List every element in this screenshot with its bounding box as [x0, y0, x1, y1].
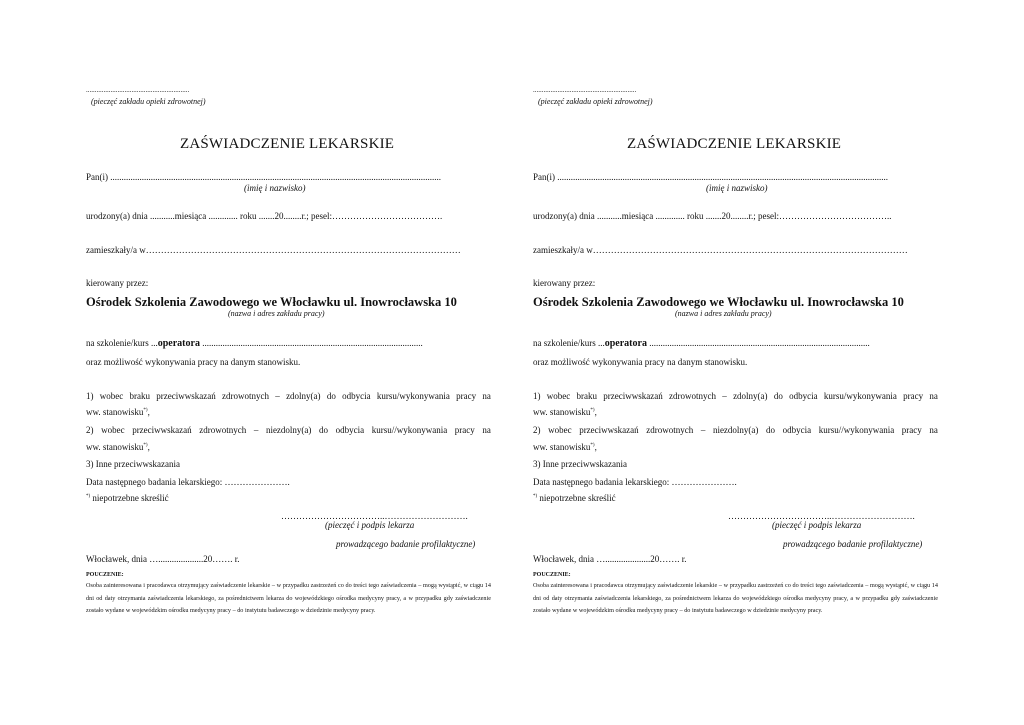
item-2-word: zdrowotnych [646, 425, 694, 435]
name-line: Pan(i) ................................................................................................................................................... [533, 172, 888, 182]
item-2-line [533, 425, 938, 435]
item-2-word: do [766, 425, 776, 435]
item-1-word: na [929, 391, 938, 401]
item-2-continuation: ww. stanowisku*), [86, 442, 150, 452]
stamp-label: (pieczęć zakładu opieki zdrowotnej) [91, 97, 206, 106]
course-dots: .................................................................................................. [199, 338, 423, 348]
item-2-word: wobec [101, 425, 125, 435]
next-exam-line: Data następnego badania lekarskiego: …………………. [533, 477, 737, 487]
possibility-line: oraz możliwość wykonywania pracy na danym stanowisku. [533, 357, 748, 367]
item-2-word: 2) [86, 425, 94, 435]
name-label: (imię i nazwisko) [244, 183, 306, 193]
item-1-word: – [722, 391, 727, 401]
item-1-word: braku [576, 391, 598, 401]
course-dots: .................................................................................................. [646, 338, 870, 348]
signature-dots: ……………………………..………………………. [728, 511, 915, 521]
address-line: zamieszkały/a w…………………………………………………………………………………………… [86, 245, 461, 255]
notice-text: Osoba zainteresowana i pracodawca otrzymujący zaświadczenie lekarskie – w przypadku zastrzeżeń co do treści tego zaświadczenia – mogą wystąpić, w ciągu 14 dni od daty otrzymania zaświadczenia lekarskiego, za pośrednictwem lekarza do wojewódzkiego ośrodka medycyny pracy, a w przypadku gdy zaświadczenie zostało wydane w wojewódzkim ośrodku medycyny pracy – do instytutu badawczego w dziedzinie medycyny pracy. [533, 582, 938, 615]
organization-label: (nazwa i adres zakładu pracy) [228, 309, 325, 318]
item-2-word: przeciwwskazań [132, 425, 192, 435]
item-2-word: odbycia [335, 425, 365, 435]
footnote-mark: *) [143, 443, 148, 448]
course-prefix: na szkolenie/kurs ... [533, 338, 605, 348]
item-1-cont-text: ww. stanowisku [86, 407, 144, 417]
next-exam-line: Data następnego badania lekarskiego: …………………. [86, 477, 290, 487]
strike-note [86, 493, 169, 503]
item-2-word: zdrowotnych [199, 425, 247, 435]
certificate-title: ZAŚWIADCZENIE LEKARSKIE [627, 136, 842, 152]
item-1-word: wobec [99, 391, 124, 401]
item-1-word: odbycia [789, 391, 818, 401]
possibility-line: oraz możliwość wykonywania pracy na danym stanowisku. [86, 357, 301, 367]
signature-dots: ……………………………..………………………. [281, 511, 468, 521]
stamp-dots: ........................................................... [86, 86, 190, 94]
item-1-word: zdolny(a) [286, 391, 321, 401]
strike-note-text: niepotrzebne skreślić [92, 493, 169, 503]
item-2-word: na [482, 425, 491, 435]
stamp-dots: ........................................................... [533, 86, 637, 94]
item-2-word: pracy [454, 425, 475, 435]
signature-label-1: (pieczęć i podpis lekarza [772, 520, 862, 530]
signature-label-2: prowadzącego badanie profilaktyczne) [783, 539, 923, 549]
name-label: (imię i nazwisko) [706, 183, 768, 193]
item-2-word: kursu//wykonywania [818, 425, 895, 435]
item-2-word: do [319, 425, 329, 435]
item-1-word: na [482, 391, 491, 401]
name-line: Pan(i) ................................................................................................................................................... [86, 172, 441, 182]
item-1-line [86, 391, 491, 401]
notice-header: POUCZENIE: [86, 572, 124, 578]
item-2-cont-text: ww. stanowisku [86, 442, 144, 452]
course-prefix: na szkolenie/kurs ... [86, 338, 158, 348]
place-date-line: Włocławek, dnia …....................20……. r. [533, 554, 687, 564]
item-1-word: kursu/wykonywania [823, 391, 897, 401]
item-1-word: zdrowotnych [222, 391, 270, 401]
item-1-word: zdrowotnych [669, 391, 717, 401]
item-2-word: na [929, 425, 938, 435]
certificate-left [86, 0, 506, 725]
certificate-right [533, 0, 953, 725]
notice-header: POUCZENIE: [533, 572, 571, 578]
address-line: zamieszkały/a w…………………………………………………………………………………………… [533, 245, 908, 255]
course-name: operatora [157, 338, 200, 349]
birth-line: urodzony(a) dnia ...........miesiąca ............. roku .......20........r.; pesel:……………………………….. [533, 211, 892, 221]
item-3-line: 3) Inne przeciwwskazania [86, 459, 180, 469]
footnote-mark: *) [533, 494, 538, 499]
signature-label-1: (pieczęć i podpis lekarza [325, 520, 415, 530]
item-2-word: niezdolny(a) [265, 425, 312, 435]
item-1-word: do [773, 391, 783, 401]
item-2-word: kursu//wykonywania [371, 425, 448, 435]
notice-text: Osoba zainteresowana i pracodawca otrzymujący zaświadczenie lekarskie – w przypadku zastrzeżeń co do treści tego zaświadczenia – mogą wystąpić, w ciągu 14 dni od daty otrzymania zaświadczenia lekarskiego, za pośrednictwem lekarza do wojewódzkiego ośrodka medycyny pracy, a w przypadku gdy zaświadczenie zostało wydane w wojewódzkim ośrodku medycyny pracy – do instytutu badawczego w dziedzinie medycyny pracy. [86, 582, 491, 615]
item-1-word: do [326, 391, 336, 401]
item-1-continuation: ww. stanowisku*), [86, 407, 150, 417]
item-3-line: 3) Inne przeciwwskazania [533, 459, 627, 469]
item-1-word: braku [129, 391, 151, 401]
item-1-word: pracy [456, 391, 477, 401]
course-line [533, 338, 870, 349]
item-2-word: odbycia [782, 425, 812, 435]
referred-by-label: kierowany przez: [533, 278, 596, 288]
strike-note-text: niepotrzebne skreślić [539, 493, 616, 503]
item-1-word: pracy [903, 391, 924, 401]
item-1-word: zdolny(a) [733, 391, 768, 401]
item-1-word: przeciwwskazań [603, 391, 663, 401]
signature-label-2: prowadzącego badanie profilaktyczne) [336, 539, 476, 549]
item-1-word: – [275, 391, 280, 401]
organization-name: Ośrodek Szkolenia Zawodowego we Włocławku ul. Inowrocławska 10 [86, 295, 457, 309]
certificate-title: ZAŚWIADCZENIE LEKARSKIE [180, 136, 395, 152]
footnote-mark: *) [143, 408, 148, 413]
item-2-continuation: ww. stanowisku*), [533, 442, 597, 452]
strike-note [533, 493, 616, 503]
item-1-word: 1) [86, 391, 94, 401]
item-1-continuation: ww. stanowisku*), [533, 407, 597, 417]
item-1-word: wobec [546, 391, 571, 401]
item-2-word: – [700, 425, 706, 435]
birth-line: urodzony(a) dnia ...........miesiąca ............. roku .......20........r.; pesel:………………………………. [86, 211, 443, 221]
item-2-cont-text: ww. stanowisku [533, 442, 591, 452]
item-2-line [86, 425, 491, 435]
course-name: operatora [604, 338, 647, 349]
footnote-mark: *) [590, 443, 595, 448]
place-date-line: Włocławek, dnia …....................20……. r. [86, 554, 240, 564]
organization-label: (nazwa i adres zakładu pracy) [675, 309, 772, 318]
course-line [86, 338, 423, 349]
item-1-word: 1) [533, 391, 541, 401]
item-2-word: wobec [548, 425, 572, 435]
footnote-mark: *) [86, 494, 91, 499]
organization-name: Ośrodek Szkolenia Zawodowego we Włocławku ul. Inowrocławska 10 [533, 295, 904, 309]
stamp-label: (pieczęć zakładu opieki zdrowotnej) [538, 97, 653, 106]
item-1-word: odbycia [342, 391, 371, 401]
footnote-mark: *) [590, 408, 595, 413]
item-2-word: pracy [901, 425, 922, 435]
item-1-line [533, 391, 938, 401]
item-2-word: – [253, 425, 259, 435]
item-2-word: 2) [533, 425, 541, 435]
item-1-cont-text: ww. stanowisku [533, 407, 591, 417]
item-1-word: przeciwwskazań [156, 391, 216, 401]
item-1-word: kursu/wykonywania [376, 391, 450, 401]
item-2-word: niezdolny(a) [712, 425, 759, 435]
item-2-word: przeciwwskazań [579, 425, 639, 435]
referred-by-label: kierowany przez: [86, 278, 149, 288]
